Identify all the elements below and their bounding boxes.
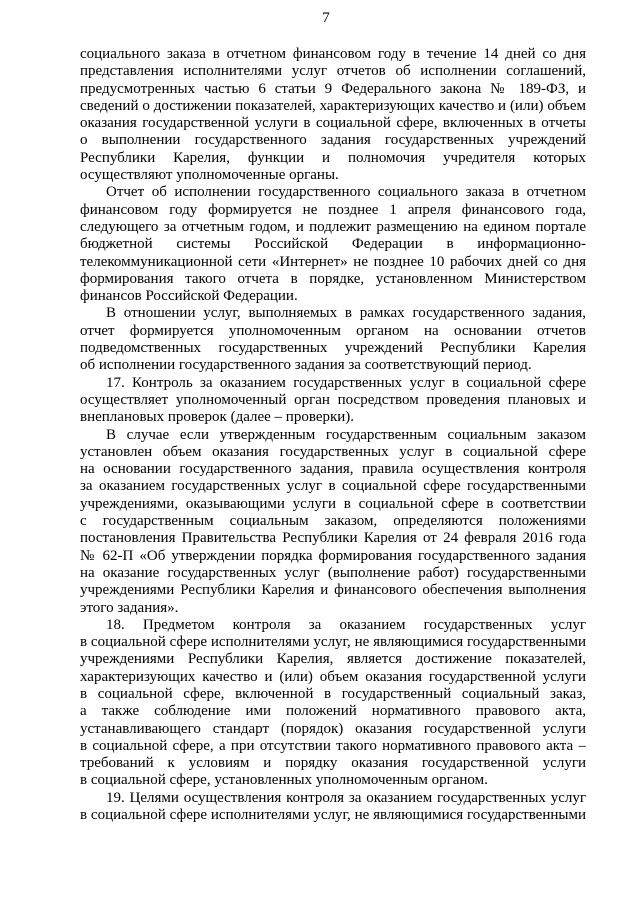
paragraph	[80, 790, 586, 825]
text-line: сведений о достижении показателей, характеризующих качество и (или) объем	[80, 97, 586, 114]
page-number: 7	[322, 10, 330, 26]
text-line: финансов Российской Федерации.	[80, 288, 298, 305]
document-body	[80, 46, 586, 824]
text-line: 19. Целями осуществления контроля за оказанием государственных услуг	[106, 789, 586, 806]
paragraph	[80, 46, 586, 184]
text-line: формирования такого отчета в порядке, установленном Министерством	[80, 270, 586, 287]
text-line: за оказанием государственных услуг в социальной сфере государственными	[80, 478, 586, 495]
paragraph	[80, 427, 586, 617]
text-line: представления исполнителями услуг отчетов об исполнении соглашений,	[80, 63, 586, 80]
paragraph	[80, 617, 586, 790]
text-line: В случае если утвержденным государственным социальным заказом	[106, 426, 586, 443]
text-line: в социальной сфере исполнителями услуг, не являющимися государственными	[80, 634, 586, 651]
text-line: учреждениями, оказывающими услуги в социальной сфере в соответствии	[80, 495, 586, 512]
paragraph	[80, 184, 586, 305]
text-line: установлен объем оказания государственных услуг в социальной сфере	[80, 443, 586, 460]
text-line: учреждениями Республики Карелия и финансового обеспечения выполнения	[80, 582, 586, 599]
text-line: в социальной сфере, установленных уполномоченным органом.	[80, 772, 488, 789]
text-line: на основании государственного задания, правила осуществления контроля	[80, 461, 586, 478]
text-line: в социальной сфере исполнителями услуг, не являющимися государственными	[80, 807, 586, 824]
text-line: следующего за отчетным годом, и подлежит размещению на едином портале	[80, 218, 586, 235]
text-line: финансовом году формируется не позднее 1 апреля финансового года,	[80, 201, 586, 218]
text-line: внеплановых проверок (далее – проверки).	[80, 409, 355, 426]
text-line: постановления Правительства Республики Карелия от 24 февраля 2016 года	[80, 530, 586, 547]
text-line: № 62-П «Об утверждении порядка формирования государственного задания	[80, 547, 586, 564]
text-line: с государственным социальным заказом, определяются положениями	[80, 513, 586, 530]
text-line: подведомственных государственных учреждений Республики Карелия	[80, 340, 586, 357]
text-line: о выполнении государственного задания государственных учреждений	[80, 132, 586, 149]
paragraph	[80, 305, 586, 374]
text-line: в социальной сфере, включенной в государственный социальный заказ,	[80, 685, 586, 702]
text-line: устанавливающего стандарт (порядок) оказания государственной услуги	[80, 720, 586, 737]
text-line: в социальной сфере, а при отсутствии такого нормативного правового акта –	[80, 737, 586, 754]
text-line: этого задания».	[80, 599, 179, 616]
text-line: учреждениями Республики Карелия, является достижение показателей,	[80, 651, 586, 668]
text-line: а также соблюдение ими положений нормативного правового акта,	[80, 703, 586, 720]
text-line: Республики Карелия, функции и полномочия учредителя которых	[80, 149, 586, 166]
text-line: об исполнении государственного задания за соответствующий период.	[80, 357, 532, 374]
paragraph	[80, 375, 586, 427]
text-line: телекоммуникационной сети «Интернет» не позднее 10 рабочих дней со дня	[80, 253, 586, 270]
text-line: требований к условиям и порядку оказания государственной услуги	[80, 755, 586, 772]
text-line: 18. Предметом контроля за оказанием государственных услуг	[106, 616, 586, 633]
text-line: отчет формируется уполномоченным органом на основании отчетов	[80, 322, 586, 339]
text-line: предусмотренных частью 6 статьи 9 Федерального закона № 189-ФЗ, и	[80, 80, 586, 97]
text-line: осуществляют уполномоченные органы.	[80, 167, 339, 184]
text-line: оказания государственной услуги в социальной сфере, включенных в отчеты	[80, 115, 586, 132]
text-line: осуществляет уполномоченный орган посредством проведения плановых и	[80, 391, 586, 408]
text-line: характеризующих качество и (или) объем оказания государственной услуги	[80, 668, 586, 685]
text-line: Отчет об исполнении государственного социального заказа в отчетном	[106, 184, 586, 201]
text-line: В отношении услуг, выполняемых в рамках государственного задания,	[106, 305, 586, 322]
text-line: бюджетной системы Российской Федерации в информационно-	[80, 236, 586, 253]
text-line: 17. Контроль за оказанием государственных услуг в социальной сфере	[106, 374, 586, 391]
text-line: на оказание государственных услуг (выполнение работ) государственными	[80, 564, 586, 581]
text-line: социального заказа в отчетном финансовом году в течение 14 дней со дня	[80, 46, 586, 62]
